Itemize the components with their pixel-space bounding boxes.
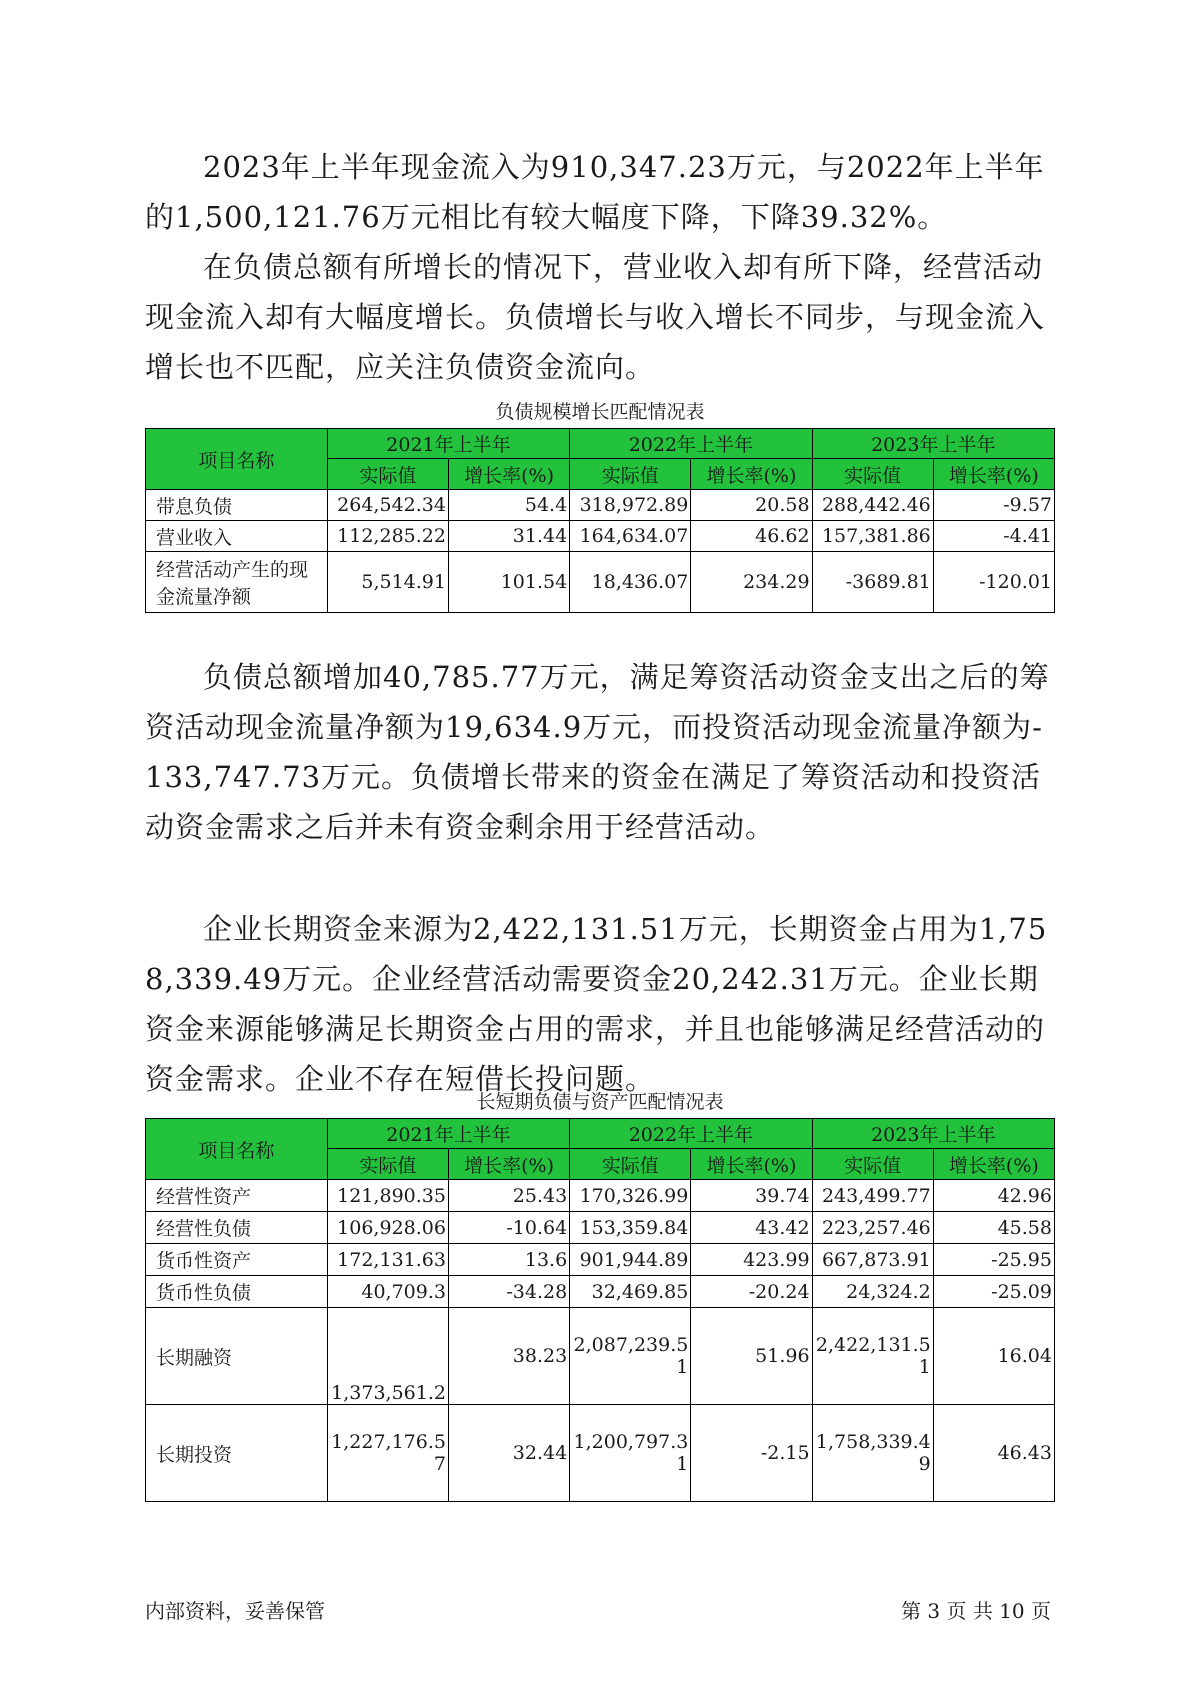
- table-row: [146, 1276, 1055, 1308]
- growth-rate-cell: -34.28: [448, 1276, 569, 1308]
- actual-value-cell: 157,381.86: [812, 521, 933, 552]
- actual-value-cell: 18,436.07: [570, 552, 691, 613]
- growth-rate-cell: 46.62: [691, 521, 812, 552]
- growth-rate-cell: -20.24: [691, 1276, 812, 1308]
- actual-value-cell: -3689.81: [812, 552, 933, 613]
- actual-value-cell: 164,634.07: [570, 521, 691, 552]
- row-label: 经营性资产: [146, 1180, 328, 1212]
- growth-rate-cell: 46.43: [933, 1405, 1054, 1502]
- table-row: [146, 1308, 1055, 1405]
- row-label: 货币性资产: [146, 1244, 328, 1276]
- growth-rate-cell: -120.01: [933, 552, 1054, 613]
- table2-caption: 长短期负债与资产匹配情况表: [476, 1091, 724, 1113]
- period-header: 2021年上半年: [327, 429, 569, 459]
- growth-rate-cell: 54.4: [448, 490, 569, 521]
- table-row: [146, 521, 1055, 552]
- actual-value-cell: 172,131.63: [327, 1244, 448, 1276]
- paragraph-2: 在负债总额有所增长的情况下，营业收入却有所下降，经营活动现金流入却有大幅度增长。负债增长与收入增长不同步，与现金流入增长也不匹配，应关注负债资金流向。: [145, 250, 1046, 384]
- growth-rate-cell: -10.64: [448, 1212, 569, 1244]
- growth-rate-cell: 31.44: [448, 521, 569, 552]
- row-label: 经营活动产生的现金流量净额: [146, 552, 328, 613]
- period-header: 2021年上半年: [327, 1119, 569, 1149]
- actual-value-cell: 5,514.91: [327, 552, 448, 613]
- growth-rate-cell: 45.58: [933, 1212, 1054, 1244]
- paragraph-4: 企业长期资金来源为2,422,131.51万元，长期资金占用为1,758,339.49万元。企业经营活动需要资金20,242.31万元。企业长期资金来源能够满足长期资金占用的需求，并且也能够满足经营活动的资金需求。企业不存在短借长投问题。: [145, 912, 1048, 1096]
- growth-rate-cell: 38.23: [448, 1308, 569, 1405]
- growth-rate-cell: 42.96: [933, 1180, 1054, 1212]
- growth-rate-cell: 101.54: [448, 552, 569, 613]
- growth-rate-cell: 32.44: [448, 1405, 569, 1502]
- growth-rate-header: 增长率(%): [448, 1149, 569, 1180]
- actual-value-header: 实际值: [327, 459, 448, 490]
- row-label: 营业收入: [146, 521, 328, 552]
- actual-value-cell: 288,442.46: [812, 490, 933, 521]
- growth-rate-cell: 39.74: [691, 1180, 812, 1212]
- table-row: [146, 490, 1055, 521]
- growth-rate-cell: 43.42: [691, 1212, 812, 1244]
- growth-rate-header: 增长率(%): [691, 459, 812, 490]
- growth-rate-cell: 16.04: [933, 1308, 1054, 1405]
- period-header: 2022年上半年: [570, 429, 812, 459]
- growth-rate-cell: 51.96: [691, 1308, 812, 1405]
- table1-caption: 负债规模增长匹配情况表: [495, 401, 705, 423]
- actual-value-cell: 121,890.35: [327, 1180, 448, 1212]
- row-label: 带息负债: [146, 490, 328, 521]
- actual-value-cell: 2,422,131.51: [812, 1308, 933, 1405]
- long-short-term-match-table: [145, 1118, 1055, 1502]
- table-row: [146, 1405, 1055, 1502]
- growth-rate-header: 增长率(%): [933, 459, 1054, 490]
- actual-value-cell: 2,087,239.51: [570, 1308, 691, 1405]
- period-header: 2023年上半年: [812, 1119, 1054, 1149]
- paragraph-1: 2023年上半年现金流入为910,347.23万元，与2022年上半年的1,500,121.76万元相比有较大幅度下降，下降39.32%。: [145, 150, 1045, 234]
- paragraph-3: 负债总额增加40,785.77万元，满足筹资活动资金支出之后的筹资活动现金流量净额为19,634.9万元，而投资活动现金流量净额为-133,747.73万元。负债增长带来的资金在满足了筹资活动和投资活动资金需求之后并未有资金剩余用于经营活动。: [145, 660, 1050, 844]
- actual-value-cell: 1,227,176.57: [327, 1405, 448, 1502]
- table-row: [146, 1212, 1055, 1244]
- actual-value-cell: 901,944.89: [570, 1244, 691, 1276]
- actual-value-cell: 243,499.77: [812, 1180, 933, 1212]
- growth-rate-cell: 20.58: [691, 490, 812, 521]
- item-name-header: 项目名称: [146, 429, 328, 490]
- actual-value-cell: 24,324.2: [812, 1276, 933, 1308]
- growth-rate-cell: -25.95: [933, 1244, 1054, 1276]
- actual-value-cell: 1,200,797.31: [570, 1405, 691, 1502]
- row-label: 长期投资: [146, 1405, 328, 1502]
- growth-rate-cell: -2.15: [691, 1405, 812, 1502]
- growth-rate-header: 增长率(%): [933, 1149, 1054, 1180]
- period-header: 2023年上半年: [812, 429, 1054, 459]
- actual-value-cell: 264,542.34: [327, 490, 448, 521]
- row-label: 货币性负债: [146, 1276, 328, 1308]
- page-number: 第 3 页 共 10 页: [901, 1599, 1051, 1623]
- actual-value-cell: 106,928.06: [327, 1212, 448, 1244]
- growth-rate-cell: 423.99: [691, 1244, 812, 1276]
- growth-rate-cell: 25.43: [448, 1180, 569, 1212]
- debt-growth-match-table: [145, 428, 1055, 613]
- actual-value-header: 实际值: [812, 459, 933, 490]
- actual-value-cell: 40,709.3: [327, 1276, 448, 1308]
- actual-value-cell: 153,359.84: [570, 1212, 691, 1244]
- actual-value-header: 实际值: [570, 1149, 691, 1180]
- actual-value-cell: 1,373,561.2: [327, 1308, 448, 1405]
- table-row: [146, 1244, 1055, 1276]
- growth-rate-cell: -9.57: [933, 490, 1054, 521]
- item-name-header: 项目名称: [146, 1119, 328, 1180]
- actual-value-cell: 667,873.91: [812, 1244, 933, 1276]
- actual-value-header: 实际值: [327, 1149, 448, 1180]
- growth-rate-cell: -25.09: [933, 1276, 1054, 1308]
- actual-value-cell: 32,469.85: [570, 1276, 691, 1308]
- confidential-note: 内部资料，妥善保管: [145, 1599, 325, 1623]
- actual-value-cell: 223,257.46: [812, 1212, 933, 1244]
- actual-value-header: 实际值: [812, 1149, 933, 1180]
- table-row: [146, 552, 1055, 613]
- actual-value-cell: 112,285.22: [327, 521, 448, 552]
- table-row: [146, 1180, 1055, 1212]
- actual-value-cell: 1,758,339.49: [812, 1405, 933, 1502]
- actual-value-header: 实际值: [570, 459, 691, 490]
- period-header: 2022年上半年: [570, 1119, 812, 1149]
- actual-value-cell: 170,326.99: [570, 1180, 691, 1212]
- growth-rate-cell: 13.6: [448, 1244, 569, 1276]
- growth-rate-cell: 234.29: [691, 552, 812, 613]
- growth-rate-header: 增长率(%): [691, 1149, 812, 1180]
- row-label: 经营性负债: [146, 1212, 328, 1244]
- growth-rate-cell: -4.41: [933, 521, 1054, 552]
- growth-rate-header: 增长率(%): [448, 459, 569, 490]
- actual-value-cell: 318,972.89: [570, 490, 691, 521]
- row-label: 长期融资: [146, 1308, 328, 1405]
